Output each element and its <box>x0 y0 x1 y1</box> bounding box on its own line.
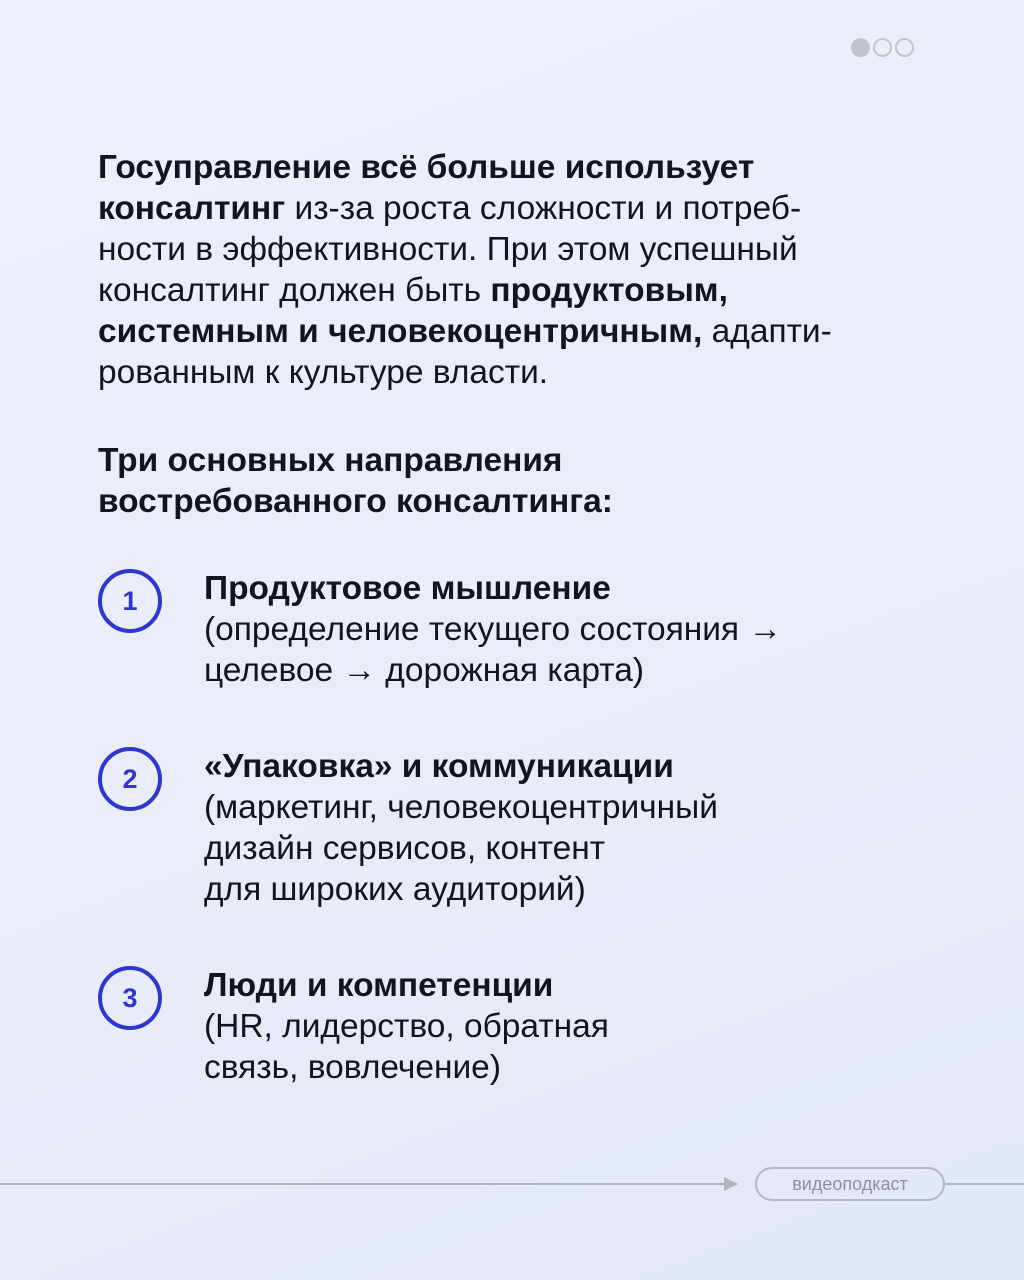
item-description-line: дизайн сервисов, контент <box>204 830 606 867</box>
number-badge: 2 <box>98 747 162 811</box>
section-heading <box>98 440 898 522</box>
intro-paragraph <box>98 147 918 393</box>
list-item <box>98 746 918 910</box>
item-description <box>204 1006 918 1088</box>
pagination-dot-3 <box>895 38 914 57</box>
intro-line-1: Госуправление всё больше использует <box>98 149 755 186</box>
intro-line-4: консалтинг должен быть <box>98 272 491 309</box>
footer-divider-right <box>945 1183 1024 1185</box>
item-description-line: (HR, лидерство, обратная <box>204 1008 609 1045</box>
item-description-line: целевое → дорожная карта) <box>204 652 645 689</box>
intro-line-6: рованным к культуре власти. <box>98 354 549 391</box>
list-item <box>98 965 918 1088</box>
pagination-dots <box>851 38 914 57</box>
footer-divider <box>0 1183 728 1185</box>
item-description <box>204 787 918 910</box>
pagination-dot-1 <box>851 38 870 57</box>
item-title: Продуктовое мышление <box>204 570 611 607</box>
section-heading-line-2: востребованного консалтинга: <box>98 483 613 520</box>
intro-line-3: ности в эффективности. При этом успешный <box>98 231 798 268</box>
section-heading-line-1: Три основных направления <box>98 442 563 479</box>
item-description-line: для широких аудиторий) <box>204 871 586 908</box>
intro-line-2-bold: консалтинг <box>98 190 286 227</box>
intro-line-5-bold: системным и человекоцентричным, <box>98 313 703 350</box>
number-badge: 1 <box>98 569 162 633</box>
item-description-line: связь, вовлечение) <box>204 1049 501 1086</box>
item-description-line: (маркетинг, человекоцентричный <box>204 789 718 826</box>
arrow-right-icon <box>724 1177 738 1191</box>
item-description <box>204 609 918 691</box>
intro-line-5: адапти- <box>702 313 832 350</box>
item-title: Люди и компетенции <box>204 967 554 1004</box>
intro-line-2: из-за роста сложности и потреб- <box>285 190 802 227</box>
intro-line-4-bold: продуктовым, <box>490 272 728 309</box>
item-title: «Упаковка» и коммуникации <box>204 748 674 785</box>
number-badge: 3 <box>98 966 162 1030</box>
pagination-dot-2 <box>873 38 892 57</box>
footer-tag: видеоподкаст <box>755 1167 945 1201</box>
item-description-line: (определение текущего состояния → <box>204 611 782 648</box>
list-item <box>98 568 918 691</box>
